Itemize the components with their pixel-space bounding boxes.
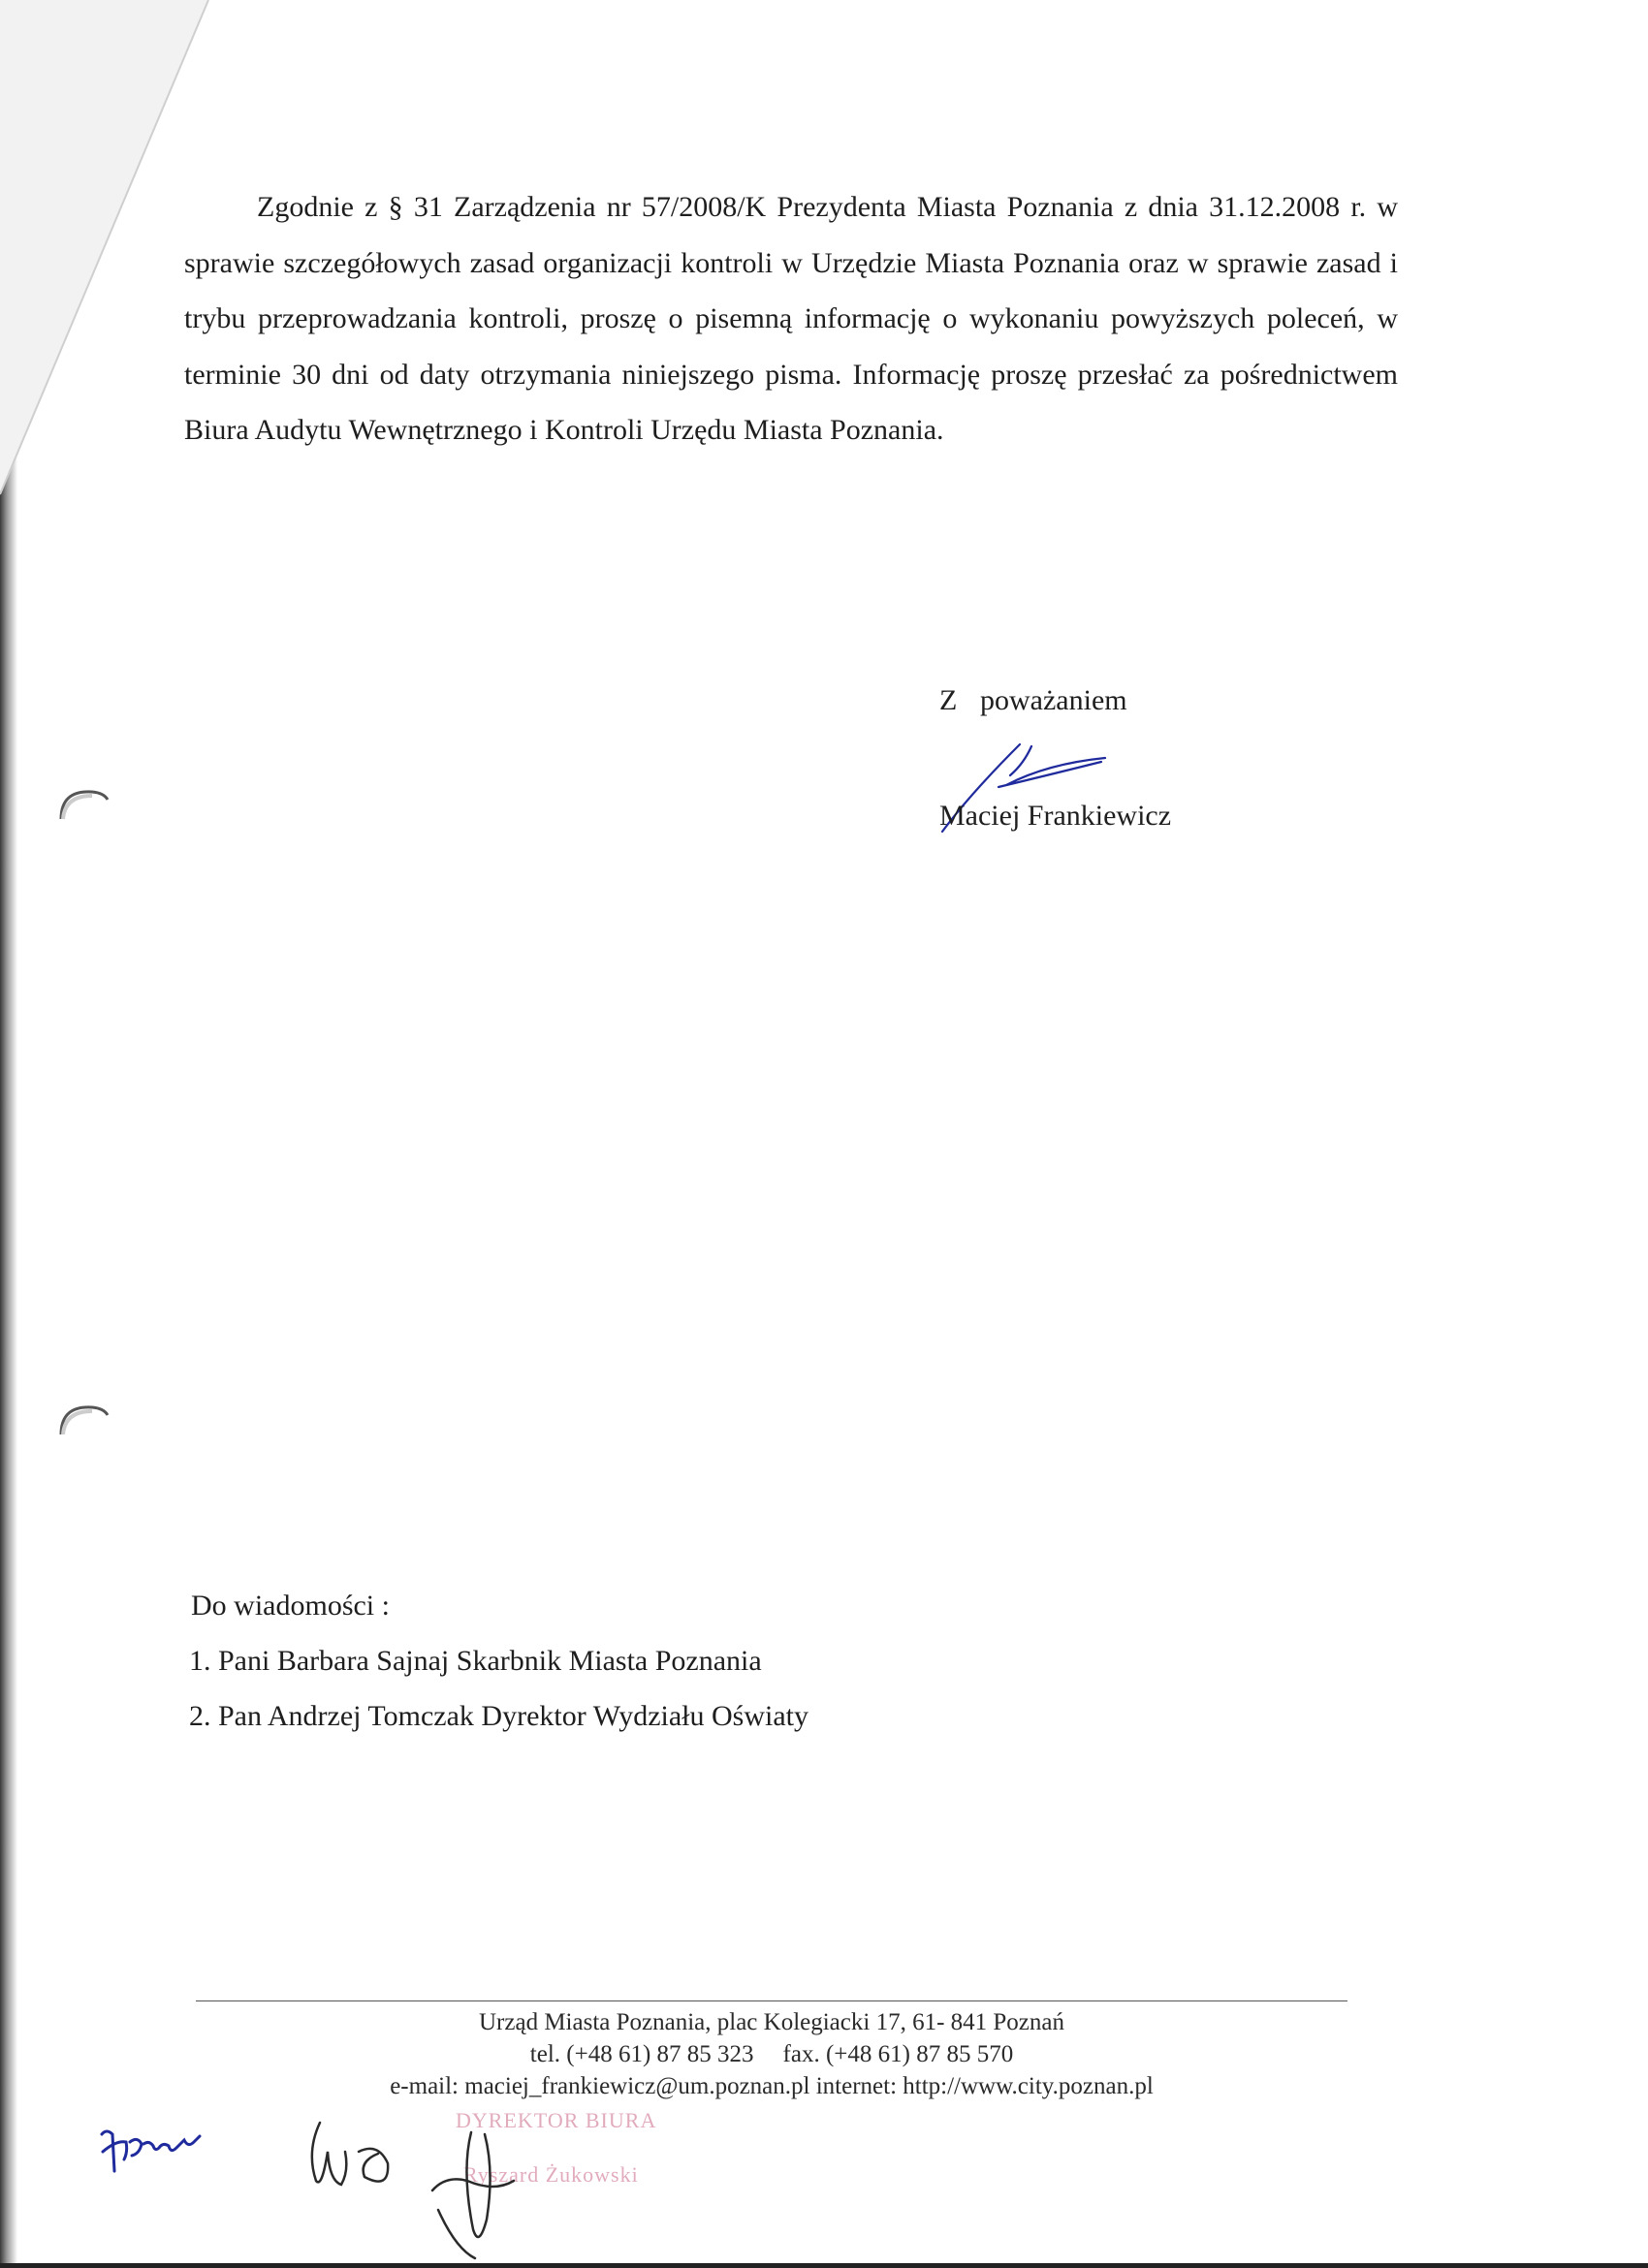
footer-fax: fax. (+48 61) 87 85 570: [782, 2041, 1014, 2067]
closing-salutation: [939, 681, 1127, 720]
footer-divider: [196, 2000, 1347, 2001]
letter-body-paragraph: Zgodnie z § 31 Zarządzenia nr 57/2008/K Prezydenta Miasta Poznania z dnia 31.12.2008 r. w sprawie szczegółowych zasad organizacji kontroli w Urzędzie Miasta Poznania oraz w sprawie zasad i trybu przeprowadzania kontroli, proszę o pisemną informację o wykonaniu powyższych poleceń, w terminie 30 dni od daty otrzymania niniejszego pisma. Informację proszę przesłać za pośrednictwem Biura Audytu Wewnętrznego i Kontroli Urzędu Miasta Poznania.: [184, 191, 1398, 446]
punch-hole: [53, 1396, 111, 1454]
signatory-name: Maciej Frankiewicz: [939, 800, 1172, 832]
cc-block: [189, 1578, 808, 1744]
cc-item: 1. Pani Barbara Sajnaj Skarbnik Miasta Poznania: [189, 1645, 762, 1677]
stamp-title: DYREKTOR BIURA: [456, 2108, 657, 2132]
closing-z: Z: [939, 684, 958, 716]
footer-phone-line: [196, 2038, 1347, 2070]
scan-bottom-edge: [0, 2263, 1648, 2268]
closing-word: poważaniem: [980, 684, 1127, 716]
stamp-name: Ryszard Żukowski: [463, 2162, 639, 2187]
handwritten-annotations: [87, 2113, 572, 2263]
footer-tel: tel. (+48 61) 87 85 323: [529, 2041, 754, 2067]
footer-email-internet: e-mail: maciej_frankiewicz@um.poznan.pl internet: http://www.city.poznan.pl: [390, 2073, 1154, 2099]
footer-address: Urząd Miasta Poznania, plac Kolegiacki 17, 61- 841 Poznań: [479, 2009, 1064, 2035]
cc-item: 2. Pan Andrzej Tomczak Dyrektor Wydziału Oświaty: [189, 1700, 808, 1732]
punch-hole: [53, 780, 111, 838]
letterhead-footer: [196, 2006, 1347, 2102]
cc-heading: Do wiadomości :: [191, 1590, 390, 1622]
